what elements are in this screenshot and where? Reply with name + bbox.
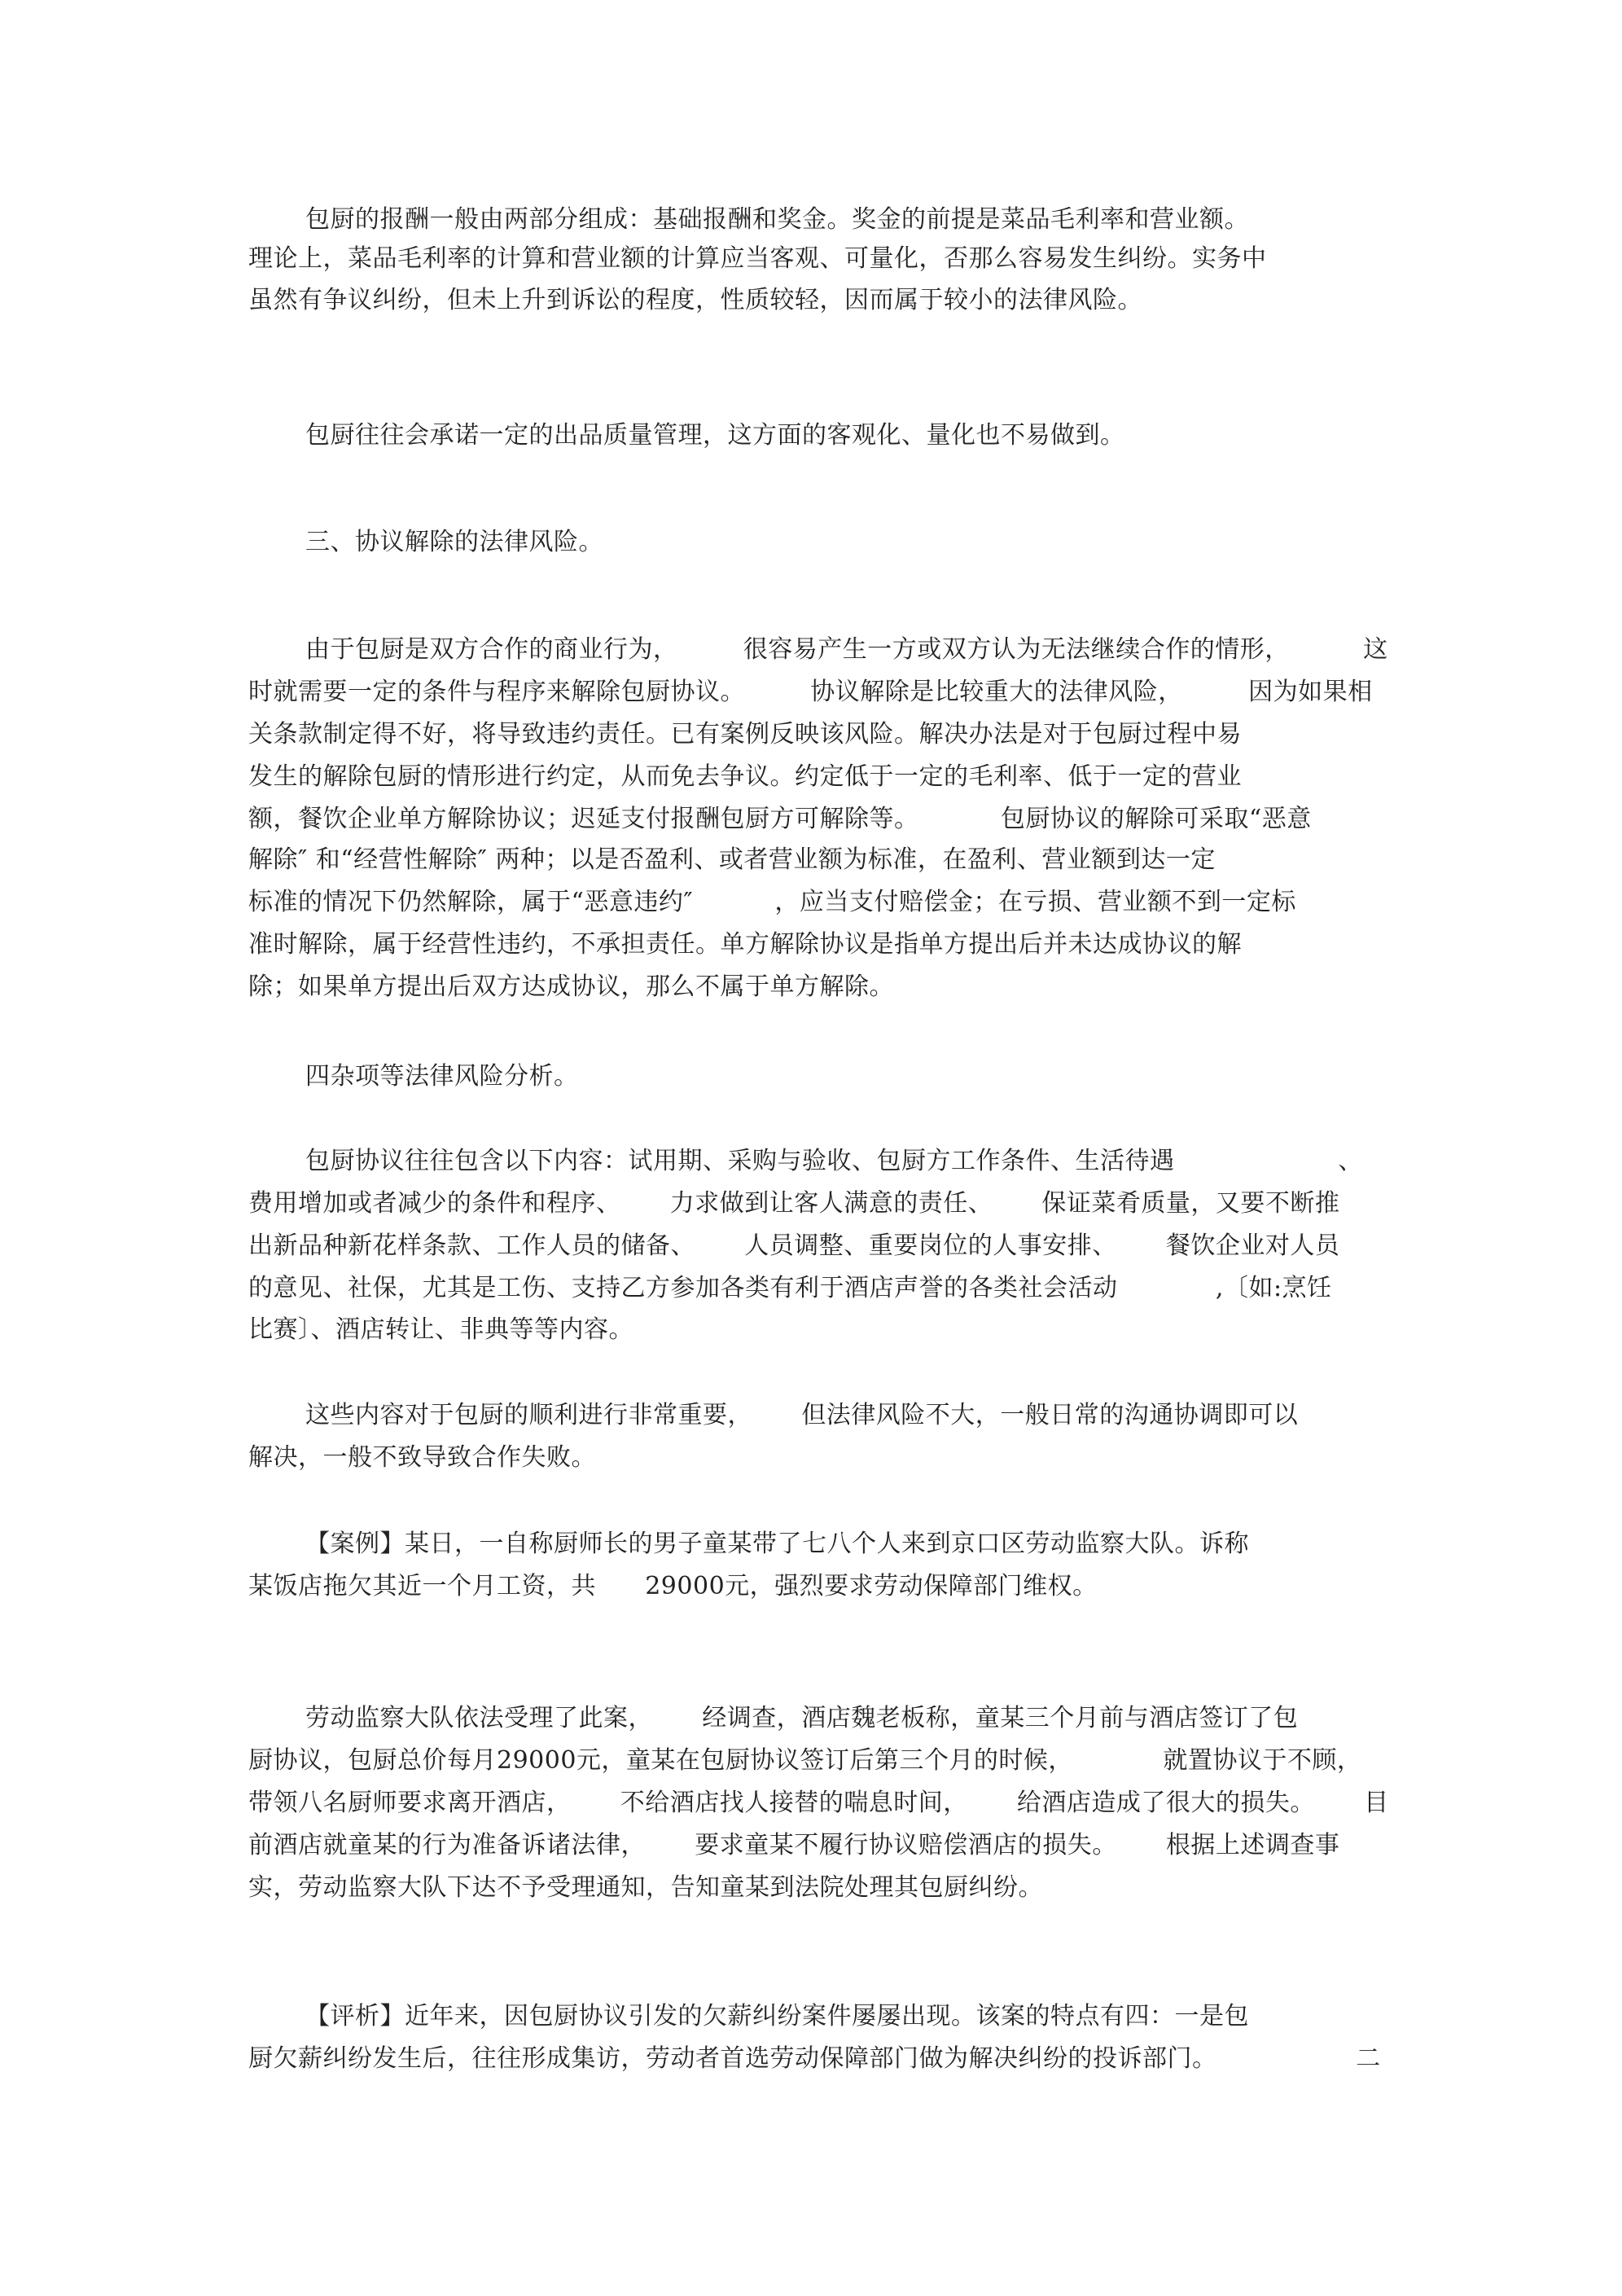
analysis-paragraph-line-1: 【评析】近年来，因包厨协议引发的欠薪纠纷案件屡屡出现。该案的特点有四：一是包 xyxy=(305,2002,1249,2030)
paragraph-9-line-3: 带领八名厨师要求离开酒店， 不给酒店找人接替的喘息时间， 给酒店造成了很大的损失。 目 xyxy=(248,1789,1389,1817)
paragraph-7-line-2: 解决，一般不致导致合作失败。 xyxy=(248,1443,596,1472)
section-heading-3: 三、协议解除的法律风险。 xyxy=(305,528,603,556)
paragraph-4-line-4: 发生的解除包厨的情形进行约定，从而免去争议。约定低于一定的毛利率、低于一定的营业 xyxy=(248,762,1242,791)
paragraph-6-line-4: 的意见、社保，尤其是工伤、支持乙方参加各类有利于酒店声誉的各类社会活动 ,〔如:烹饪 xyxy=(248,1274,1332,1302)
paragraph-4-line-2: 时就需要一定的条件与程序来解除包厨协议。 协议解除是比较重大的法律风险， 因为如果相 xyxy=(248,678,1373,706)
paragraph-9-line-5: 实，劳动监察大队下达不予受理通知，告知童某到法院处理其包厨纠纷。 xyxy=(248,1873,1043,1902)
paragraph-6-line-5: 比赛〕、酒店转让、非典等等内容。 xyxy=(248,1315,633,1344)
case-paragraph-line-2: 某饭店拖欠其近一个月工资，共 29000元，强烈要求劳动保障部门维权。 xyxy=(248,1572,1098,1600)
paragraph-4-line-3: 关条款制定得不好，将导致违约责任。已有案例反映该风险。解决办法是对于包厨过程中易 xyxy=(248,720,1242,749)
paragraph-1-line-1: 包厨的报酬一般由两部分组成：基础报酬和奖金。奖金的前提是菜品毛利率和营业额。 xyxy=(305,205,1249,234)
paragraph-4-line-5: 额，餐饮企业单方解除协议；迟延支付报酬包厨方可解除等。 包厨协议的解除可采取“恶意 xyxy=(248,805,1312,833)
paragraph-9-line-1: 劳动监察大队依法受理了此案， 经调查，酒店魏老板称，童某三个月前与酒店签订了包 xyxy=(305,1704,1299,1732)
paragraph-2-line-1: 包厨往往会承诺一定的出品质量管理，这方面的客观化、量化也不易做到。 xyxy=(305,421,1125,450)
section-heading-4: 四杂项等法律风险分析。 xyxy=(305,1062,579,1091)
paragraph-7-line-1: 这些内容对于包厨的顺利进行非常重要， 但法律风险不大，一般日常的沟通协调即可以 xyxy=(305,1401,1299,1429)
paragraph-4-line-7: 标准的情况下仍然解除，属于“恶意违约″ ，应当支付赔偿金；在亏损、营业额不到一定标 xyxy=(248,888,1296,916)
paragraph-4-line-6: 解除″ 和“经营性解除″ 两种；以是否盈利、或者营业额为标准，在盈利、营业额到达一定 xyxy=(248,845,1216,874)
analysis-paragraph-line-2: 厨欠薪纠纷发生后，往往形成集访，劳动者首选劳动保障部门做为解决纠纷的投诉部门。 二 xyxy=(248,2044,1381,2073)
paragraph-1-line-3: 虽然有争议纠纷，但未上升到诉讼的程度，性质较轻，因而属于较小的法律风险。 xyxy=(248,286,1142,314)
paragraph-4-line-1: 由于包厨是双方合作的商业行为， 很容易产生一方或双方认为无法继续合作的情形， 这 xyxy=(305,635,1388,664)
paragraph-6-line-1: 包厨协议往往包含以下内容：试用期、采购与验收、包厨方工作条件、生活待遇 、 xyxy=(305,1147,1363,1175)
paragraph-9-line-2: 厨协议，包厨总价每月29000元，童某在包厨协议签订后第三个月的时候， 就置协议于不顾， xyxy=(248,1746,1362,1775)
paragraph-1-line-2: 理论上，菜品毛利率的计算和营业额的计算应当客观、可量化，否那么容易发生纠纷。实务中 xyxy=(248,244,1267,273)
paragraph-6-line-3: 出新品种新花样条款、工作人员的储备、 人员调整、重要岗位的人事安排、 餐饮企业对人员 xyxy=(248,1231,1340,1260)
paragraph-9-line-4: 前酒店就童某的行为准备诉诸法律， 要求童某不履行协议赔偿酒店的损失。 根据上述调查事 xyxy=(248,1831,1340,1859)
paragraph-4-line-8: 准时解除，属于经营性违约，不承担责任。单方解除协议是指单方提出后并未达成协议的解 xyxy=(248,930,1242,959)
paragraph-4-line-9: 除；如果单方提出后双方达成协议，那么不属于单方解除。 xyxy=(248,972,894,1001)
paragraph-6-line-2: 费用增加或者减少的条件和程序、 力求做到让客人满意的责任、 保证菜肴质量，又要不断推 xyxy=(248,1189,1340,1218)
case-paragraph-line-1: 【案例】某日，一自称厨师长的男子童某带了七八个人来到京口区劳动监察大队。诉称 xyxy=(305,1530,1249,1558)
